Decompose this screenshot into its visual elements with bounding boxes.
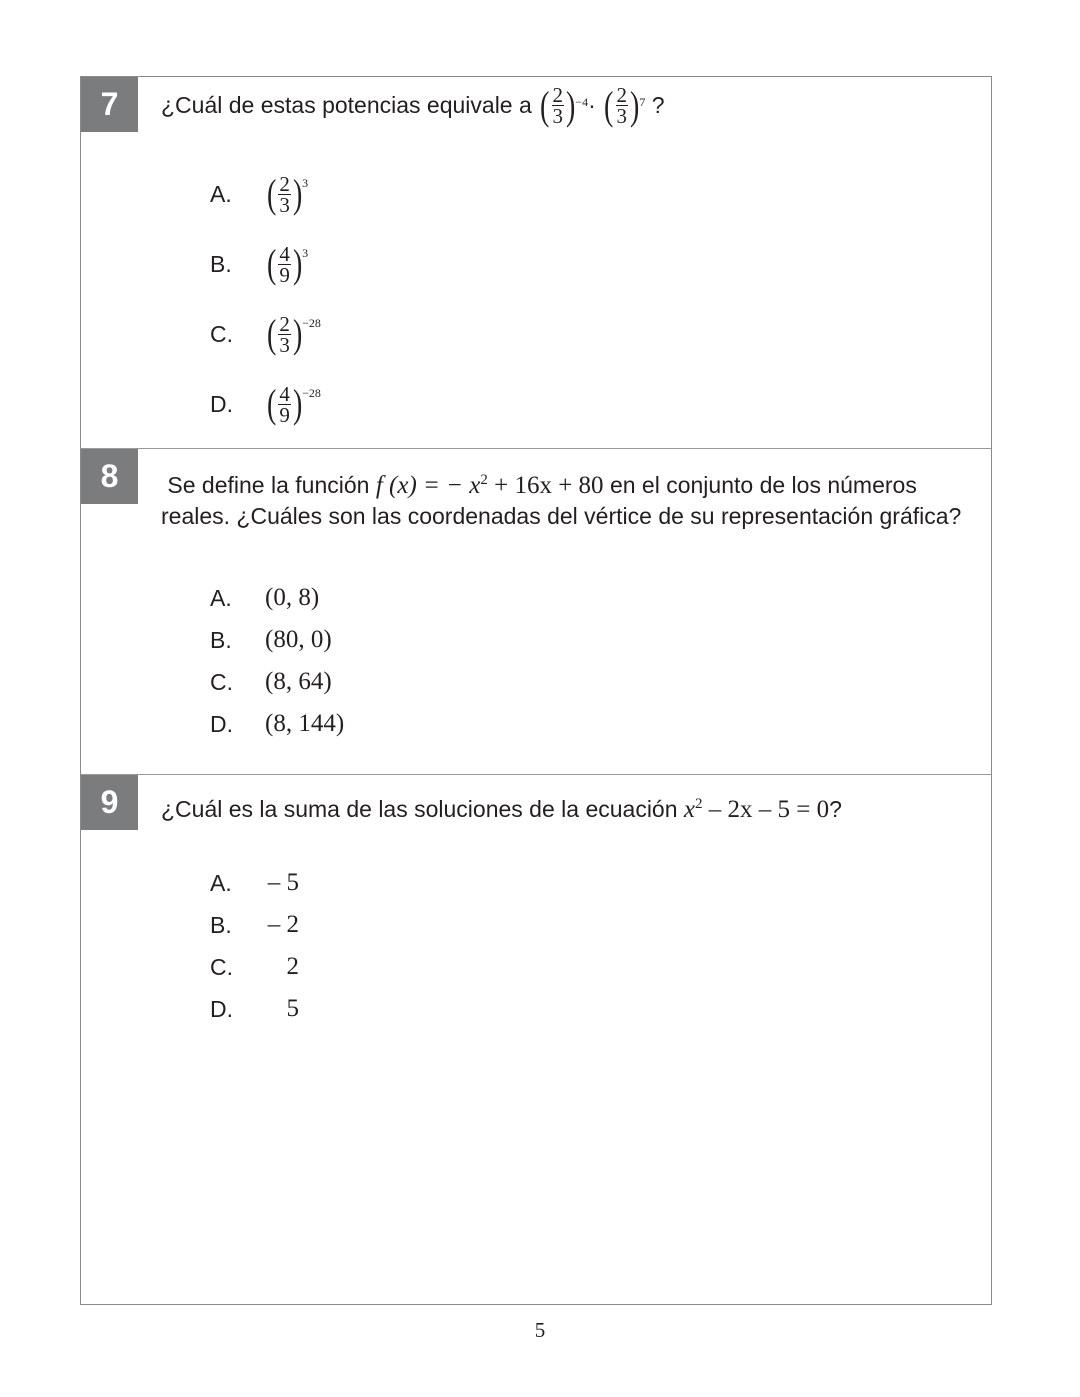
option-a[interactable] [210,577,344,619]
option-b[interactable] [210,619,344,661]
question-number: 8 [81,449,138,504]
exponent: 2 [480,472,488,488]
option-label: B. [210,250,232,277]
stem-fraction: ( $\frac{2}{3}$ ) 7 [604,82,646,128]
option-b[interactable] [210,904,299,946]
variable: x [683,796,696,823]
numerator: 2 [616,83,628,107]
denominator: 3 [552,104,564,128]
option-label: A. [210,869,232,896]
stem-text: en el conjunto de los números [603,472,917,498]
option-a[interactable] [210,862,299,904]
options [210,159,321,439]
option-fraction: ( $\frac{2}{3}$ ) −28 [266,311,321,357]
numerator: 2 [279,171,290,196]
option-value: – 5 [267,869,299,896]
option-c[interactable] [210,661,344,703]
option-fraction: ( $\frac{2}{3}$ ) 3 [266,171,309,217]
option-d[interactable] [210,988,299,1030]
exponent: 2 [695,796,703,812]
question-stem [161,465,961,532]
option-c[interactable] [210,946,299,988]
option-label: D. [210,710,233,737]
question-stem [161,789,842,825]
stem-text: ¿Cuál es la suma de las soluciones de la ecuación [161,796,684,822]
denominator: 3 [279,332,290,357]
stem-text: Se define la función [167,472,370,498]
option-label: A. [210,180,232,207]
exponent: −28 [302,315,321,330]
option-c[interactable] [210,299,321,369]
question-9 [81,774,991,1305]
option-label: D. [210,390,233,417]
exponent: 3 [302,245,309,260]
option-label: B. [210,911,232,938]
option-d[interactable] [210,369,321,439]
option-b[interactable] [210,229,321,299]
stem-text: ¿Cuál de estas potencias equivale a [161,92,532,118]
option-label: C. [210,320,233,347]
equation: – 2x – 5 = 0 [702,796,830,823]
numerator: 2 [279,311,290,336]
questions-frame [80,76,992,1305]
page-number: 5 [534,1318,546,1342]
exponent: −28 [302,385,321,400]
denominator: 9 [279,402,290,427]
exponent: 3 [302,175,309,190]
numerator: 2 [552,83,564,107]
stem-end: ? [829,796,842,822]
option-value: 2 [286,953,299,980]
option-value: (8, 144) [265,710,345,737]
option-label: C. [210,668,233,695]
option-label: B. [210,626,232,653]
option-d[interactable] [210,703,344,745]
exponent: −4 [575,95,589,109]
denominator: 3 [616,104,628,128]
option-label: C. [210,953,233,980]
stem-end: ? [651,92,665,118]
option-value: (80, 0) [265,626,332,653]
question-number: 9 [81,775,138,830]
options [210,577,344,745]
stem-fraction: ( $\frac{2}{3}$ ) −4 [540,82,589,128]
option-label: A. [210,584,232,611]
exponent: 7 [639,95,646,109]
option-value: 5 [286,995,299,1022]
question-number: 7 [81,77,138,132]
option-value: (8, 64) [265,668,332,695]
dot: · [588,92,596,118]
denominator: 3 [279,192,290,217]
numerator: 4 [279,241,290,266]
option-fraction: ( $\frac{4}{9}$ ) −28 [266,381,321,427]
option-label: D. [210,995,233,1022]
option-fraction: ( $\frac{4}{9}$ ) 3 [266,241,309,287]
question-stem [161,82,665,128]
function-expression-rest: + 16x + 80 [487,472,604,499]
option-value: (0, 8) [265,584,320,611]
question-8 [81,448,991,775]
denominator: 9 [279,262,290,287]
option-value: – 2 [267,911,299,938]
stem-text-line2: reales. ¿Cuáles son las coordenadas del vértice de su representación gráfica? [161,503,962,529]
options [210,862,299,1030]
option-a[interactable] [210,159,321,229]
numerator: 4 [279,381,290,406]
question-7 [81,77,991,448]
function-expression: f (x) = − x [375,472,481,499]
